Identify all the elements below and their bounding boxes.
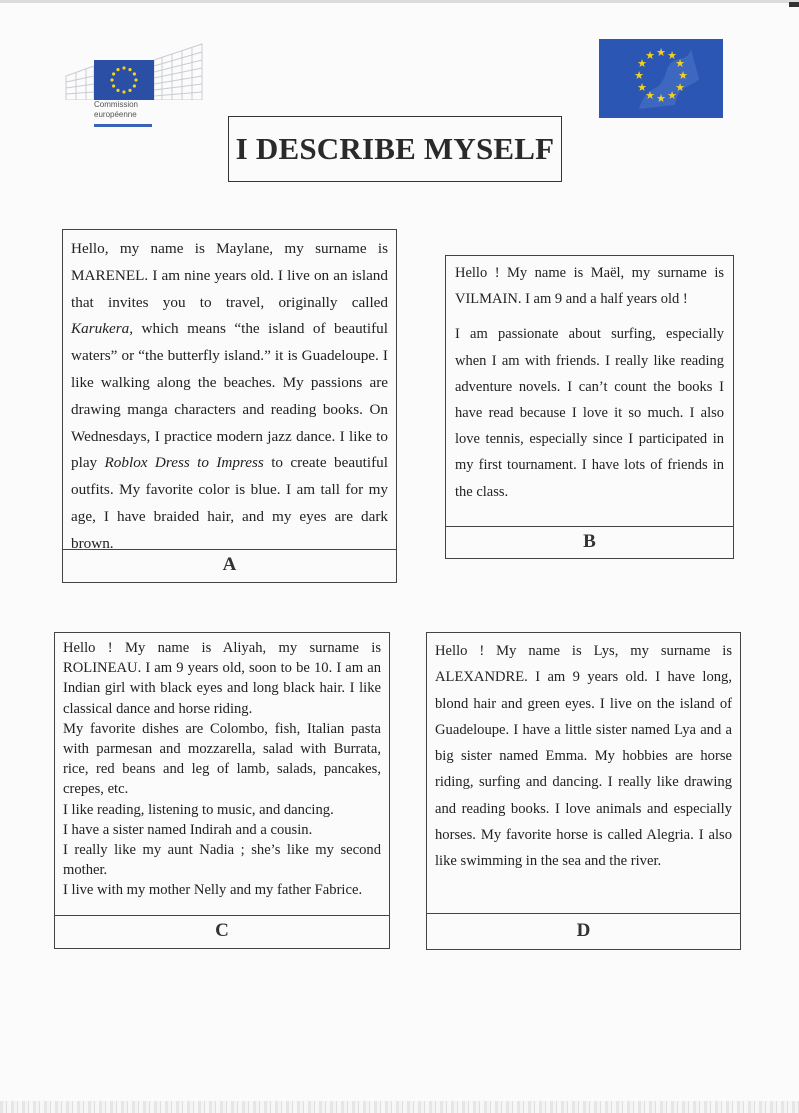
card-c-paragraph-3: I like reading, listening to music, and dancing.	[63, 801, 334, 818]
svg-text:★: ★	[637, 57, 647, 70]
card-a-letter: A	[222, 554, 237, 575]
card-a-text	[71, 236, 388, 558]
card-a-text-part2: , which means “the island of beautiful waters” or “the butterfly island.” it is Guadeloupe. I like walking along the beaches. My passions are drawing manga characters and reading books. On Wednesdays, I practice modern jazz dance. I like to play	[71, 320, 388, 472]
card-d	[426, 632, 741, 950]
svg-text:★: ★	[645, 89, 655, 102]
card-a-text-part3: to create beautiful outfits. My favorite color is blue. I am tall for my age, I have braided hair, and my eyes are dark brown.	[71, 454, 388, 552]
card-c-letter: C	[215, 920, 229, 941]
card-d-paragraph-1: Hello ! My name is Lys, my surname is ALEXANDRE. I am 9 years old. I have long, blond hair and green eyes. I live on the island of Guadeloupe. I have a little sister named Lya and a big sister named Emma. My hobbies are horse riding, surfing and dancing. I really like drawing and reading books. I love animals and especially horses. My favorite horse is called Alegria. I also like swimming in the sea and the river.	[435, 643, 732, 870]
svg-text:★: ★	[645, 49, 655, 62]
page-top-edge	[0, 0, 799, 3]
card-a-game-title: Roblox Dress to Impress	[104, 454, 264, 472]
card-c-paragraph-1: Hello ! My name is Aliyah, my surname is ROLINEAU. I am 9 years old, soon to be 10. I am an Indian girl with black eyes and long black hair. I like classical dance and horse riding.	[63, 640, 381, 717]
card-d-letter: D	[576, 920, 591, 941]
card-d-body	[427, 633, 740, 914]
card-a	[62, 229, 397, 583]
scan-mark	[789, 2, 799, 7]
card-b-paragraph-2: I am passionate about surfing, especially when I am with friends. I really like reading adventure novels. I can’t count the books I have read because I love it so much. I also love tennis, especially since I participated in my first tournament. I have lots of friends in the class.	[455, 326, 724, 500]
card-b-body	[446, 256, 733, 527]
card-a-text-part1: Hello, my name is Maylane, my surname is MARENEL. I am nine years old. I live on an island that invites you to travel, originally called	[71, 240, 388, 311]
svg-text:★: ★	[656, 92, 666, 105]
card-b	[445, 255, 734, 559]
title-box	[228, 116, 562, 182]
svg-text:★: ★	[678, 69, 688, 82]
eu-flag-icon	[599, 39, 723, 118]
card-a-karukera: Karukera	[71, 320, 130, 338]
svg-text:★: ★	[675, 57, 685, 70]
card-c-paragraph-2: My favorite dishes are Colombo, fish, Italian pasta with parmesan and mozzarella, salad with Burrata, rice, red beans and leg of lamb, salads, pancakes, crepes, etc.	[63, 720, 381, 798]
card-b-letter: B	[583, 531, 596, 552]
commission-flag-icon	[94, 60, 154, 100]
svg-text:★: ★	[667, 89, 677, 102]
svg-text:★: ★	[656, 46, 666, 59]
card-c-paragraph-6: I live with my mother Nelly and my father Fabrice.	[63, 882, 363, 899]
card-c-body	[55, 633, 389, 916]
european-commission-logo	[64, 36, 204, 130]
card-c-paragraph-5: I really like my aunt Nadia ; she’s like my second mother.	[63, 842, 381, 879]
commission-logo-text	[94, 100, 138, 120]
commission-logo-underline	[94, 124, 152, 127]
card-b-paragraph-1: Hello ! My name is Maël, my surname is VILMAIN. I am 9 and a half years old !	[455, 265, 724, 308]
commission-logo-line2: européenne	[94, 110, 137, 119]
card-c-paragraph-4: I have a sister named Indirah and a cousin.	[63, 821, 313, 838]
card-a-body	[63, 230, 396, 550]
svg-text:★: ★	[637, 81, 647, 94]
svg-text:★: ★	[634, 69, 644, 82]
svg-text:★: ★	[667, 49, 677, 62]
page-title: I DESCRIBE MYSELF	[235, 131, 555, 166]
svg-text:★: ★	[675, 81, 685, 94]
scan-bottom-strip	[0, 1101, 799, 1113]
commission-logo-line1: Commission	[94, 100, 139, 109]
card-c	[54, 632, 390, 949]
